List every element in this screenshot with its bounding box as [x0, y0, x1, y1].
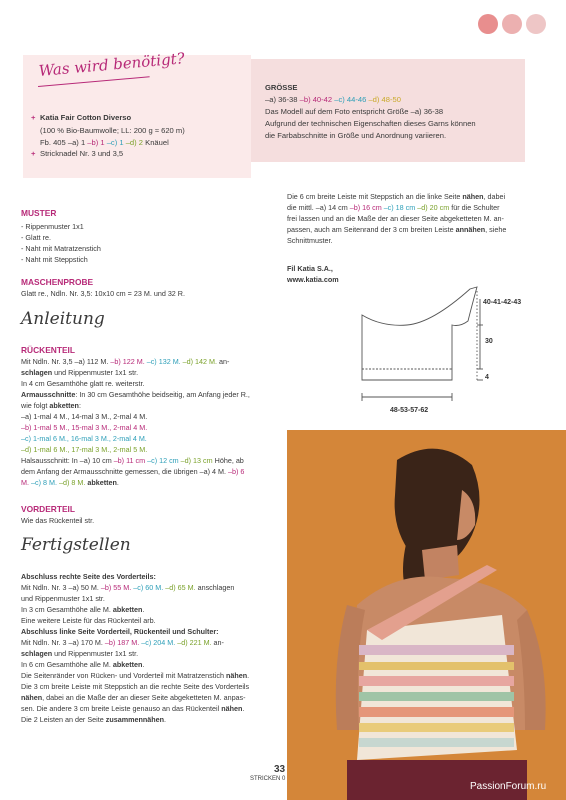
- text-line: Mit Ndln. Nr. 3,5 –a) 112 M. –b) 122 M. –c) 132 M. –d) 142 M. an-: [21, 357, 230, 366]
- armhole-d: –d) 1-mal 6 M., 17-mal 3 M., 2-mal 5 M.: [21, 445, 148, 454]
- yarn-line: + Katia Fair Cotton Diverso: [31, 113, 132, 122]
- text-line: Mit Ndln. Nr. 3 –a) 50 M. –b) 55 M. –c) 60 M. –d) 65 M. anschlagen: [21, 583, 235, 592]
- yarn-ball-icon: [502, 14, 522, 34]
- text-line: frei lassen und an die Maße der an dieser Seite abgeketteten M. an-: [287, 214, 504, 223]
- text-line: Die 2 Leisten an der Seite zusammennähen.: [21, 715, 167, 724]
- text-line: sen. Die andere 3 cm breite Leiste genauso an das Rückenteil nähen.: [21, 704, 245, 713]
- text-line: In 6 cm Gesamthöhe alle M. abketten.: [21, 660, 145, 669]
- text-line: Die 6 cm breite Leiste mit Steppstich an die linke Seite nähen, dabei: [287, 192, 506, 201]
- model-photo: [287, 430, 566, 800]
- schematic-diagram: [352, 285, 542, 420]
- subheading: Abschluss linke Seite Vorderteil, Rückenteil und Schulter:: [21, 627, 219, 636]
- text-line: In 4 cm Gesamthöhe glatt re. weiterstr.: [21, 379, 145, 388]
- text-line: wie folgt abketten:: [21, 401, 81, 410]
- text-line: schlagen und Rippenmuster 1x1 str.: [21, 649, 139, 658]
- garment-outline: [362, 287, 477, 380]
- fertigstellen-heading: Fertigstellen: [21, 535, 131, 555]
- yarn-desc: (100 % Bio-Baumwolle; LL: 200 g ≈ 620 m): [40, 126, 185, 135]
- text-line: die mittl. –a) 14 cm –b) 16 cm –c) 18 cm –d) 20 cm für die Schulter: [287, 203, 500, 212]
- text-line: dem Anfang der Armausschnitte gemessen, die übrigen –a) 4 M. –b) 6: [21, 467, 245, 476]
- size-line: Aufgrund der technischen Eigenschaften dieses Garns können: [265, 119, 476, 128]
- credit: Fil Katia S.A.,: [287, 264, 333, 273]
- maschenprobe-heading: MASCHENPROBE: [21, 277, 94, 287]
- watermark: PassionForum.ru: [470, 781, 547, 792]
- yarn-colors: Fb. 405 –a) 1 –b) 1 –c) 1 –d) 2 Knäuel: [40, 137, 169, 147]
- bottom-measure: 48-53-57-62: [390, 407, 429, 414]
- text-line: Schnittmuster.: [287, 236, 333, 245]
- armhole-b: –b) 1-mal 5 M., 15-mal 3 M., 2-mal 4 M.: [21, 423, 148, 432]
- text-line: M. –c) 8 M. –d) 8 M. abketten.: [21, 478, 119, 487]
- text-line: Eine weitere Leiste für das Rückenteil arb.: [21, 616, 156, 625]
- vorderteil-heading: VORDERTEIL: [21, 504, 75, 514]
- text-line: Mit Ndln. Nr. 3 –a) 170 M. –b) 187 M. –c) 204 M. –d) 221 M. an-: [21, 638, 224, 647]
- size-line: Das Modell auf dem Foto entspricht Größe –a) 36-38: [265, 107, 444, 116]
- subheading: Abschluss rechte Seite des Vorderteils:: [21, 572, 156, 581]
- muster-item: - Glatt re.: [21, 233, 51, 242]
- text-line: Armausschnitte: In 30 cm Gesamthöhe beidseitig, am Anfang jeder R.,: [21, 390, 250, 399]
- low-measure: 4: [485, 374, 489, 381]
- muster-item: - Naht mit Steppstich: [21, 255, 88, 264]
- rueckenteil-heading: RÜCKENTEIL: [21, 345, 75, 355]
- text-line: Wie das Rückenteil str.: [21, 516, 95, 525]
- magazine-name: STRICKEN 0: [250, 776, 286, 782]
- brand-logo: [478, 14, 548, 36]
- size-title: GRÖSSE: [265, 83, 298, 92]
- armhole-a: –a) 1-mal 4 M., 14-mal 3 M., 2-mal 4 M.: [21, 412, 148, 421]
- photo-illustration: [287, 430, 566, 800]
- text-line: Die Seitenränder von Rücken- und Vorderteil mit Matratzenstich nähen.: [21, 671, 250, 680]
- page-number: 33: [274, 764, 286, 775]
- text-line: Die 3 cm breite Leiste mit Steppstich an die rechte Seite des Vorderteils: [21, 682, 250, 691]
- armhole-c: –c) 1-mal 6 M., 16-mal 3 M., 2-mal 4 M.: [21, 434, 147, 443]
- muster-item: - Rippenmuster 1x1: [21, 222, 84, 231]
- anleitung-heading: Anleitung: [21, 309, 105, 329]
- text-line: Halsausschnitt: In –a) 10 cm –b) 11 cm –c) 12 cm –d) 13 cm Höhe, ab: [21, 456, 244, 465]
- materials-title: Was wird benötigt?: [38, 49, 186, 80]
- maschenprobe-text: Glatt re., Ndln. Nr. 3,5: 10x10 cm = 23 M. und 32 R.: [21, 289, 185, 298]
- text-line: nähen, dabei an die Maße der an dieser Seite abgeketteten M. anpas-: [21, 693, 246, 702]
- credit-url: www.katia.com: [287, 275, 339, 284]
- size-line: die Farbabschnitte in Größe und Anordnung variieren.: [265, 131, 447, 140]
- text-line: In 3 cm Gesamthöhe alle M. abketten.: [21, 605, 145, 614]
- muster-heading: MUSTER: [21, 208, 57, 218]
- text-line: und Rippenmuster 1x1 str.: [21, 594, 105, 603]
- yarn-ball-icon: [526, 14, 546, 34]
- top-measure: 40-41-42-43: [483, 299, 522, 306]
- needle-line: + Stricknadel Nr. 3 und 3,5: [31, 149, 124, 158]
- text-line: schlagen und Rippenmuster 1x1 str.: [21, 368, 139, 377]
- mid-measure: 30: [485, 338, 493, 345]
- muster-item: - Naht mit Matratzenstich: [21, 244, 101, 253]
- size-values: –a) 36-38 –b) 40-42 –c) 44-46 –d) 48-50: [265, 95, 401, 104]
- text-line: passen, auch am Seitenrand der 3 cm breiten Leiste annähen, siehe: [287, 225, 507, 234]
- yarn-ball-icon: [478, 14, 498, 34]
